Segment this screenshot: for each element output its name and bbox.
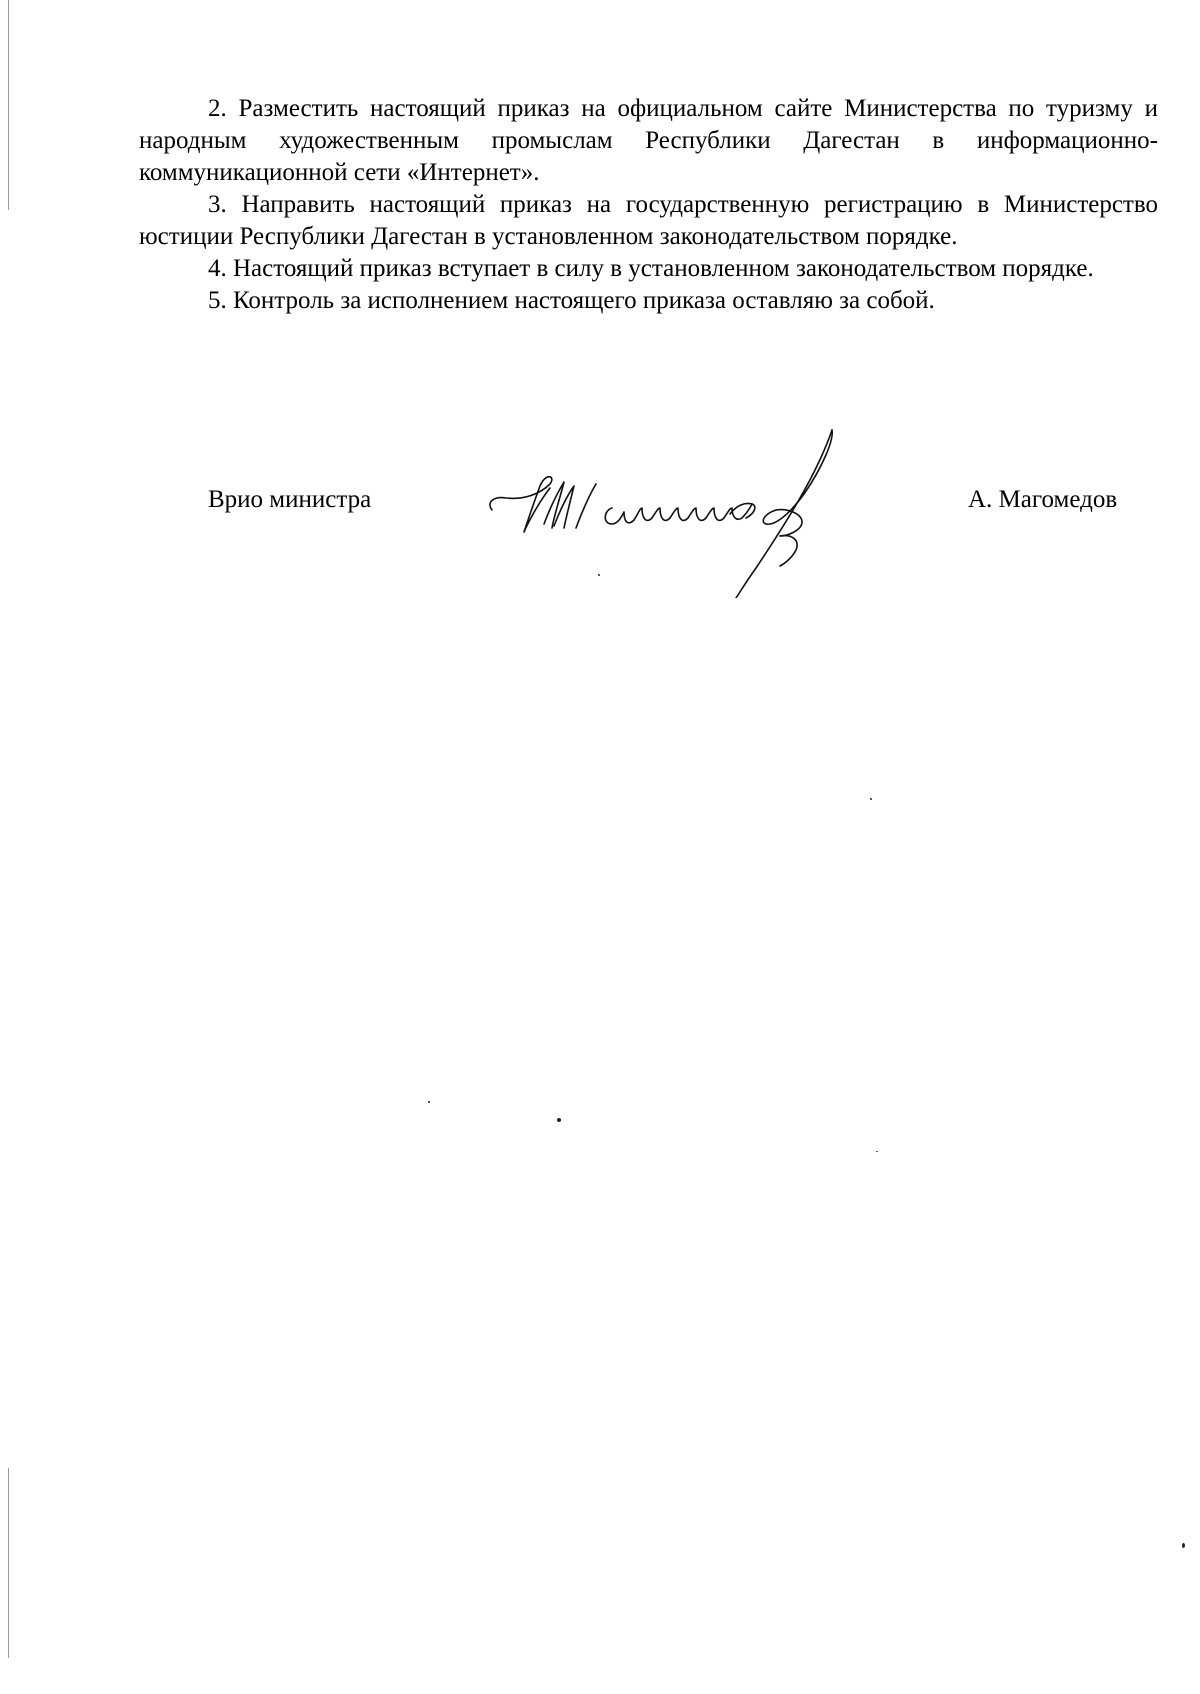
paragraph-4: 4. Настоящий приказ вступает в силу в установленном законодательством порядке. [208, 255, 1094, 282]
paragraph-2: 2. Разместить настоящий приказ на официальном сайте Министерства по туризму и народным художественным промыслам Республики Дагестан в информационно-коммуникационной сети «Интернет». [139, 95, 1158, 186]
scan-speck [876, 1151, 878, 1152]
scan-speck [428, 1101, 430, 1103]
signatory-role: Врио министра [208, 486, 372, 513]
scan-speck [1182, 1543, 1185, 1548]
scan-speck [557, 1118, 561, 1122]
scan-edge-top [8, 0, 9, 210]
signatory-name: А. Магомедов [968, 486, 1118, 513]
scan-speck [870, 798, 872, 800]
handwritten-signature-icon [484, 428, 854, 598]
document-body [139, 93, 1158, 317]
paragraph-3: 3. Направить настоящий приказ на государственную регистрацию в Министерство юстиции Республики Дагестан в установленном законодательством порядке. [139, 191, 1158, 250]
scan-edge-bottom [8, 1468, 9, 1658]
paragraph-5: 5. Контроль за исполнением настоящего приказа оставляю за собой. [208, 287, 935, 314]
